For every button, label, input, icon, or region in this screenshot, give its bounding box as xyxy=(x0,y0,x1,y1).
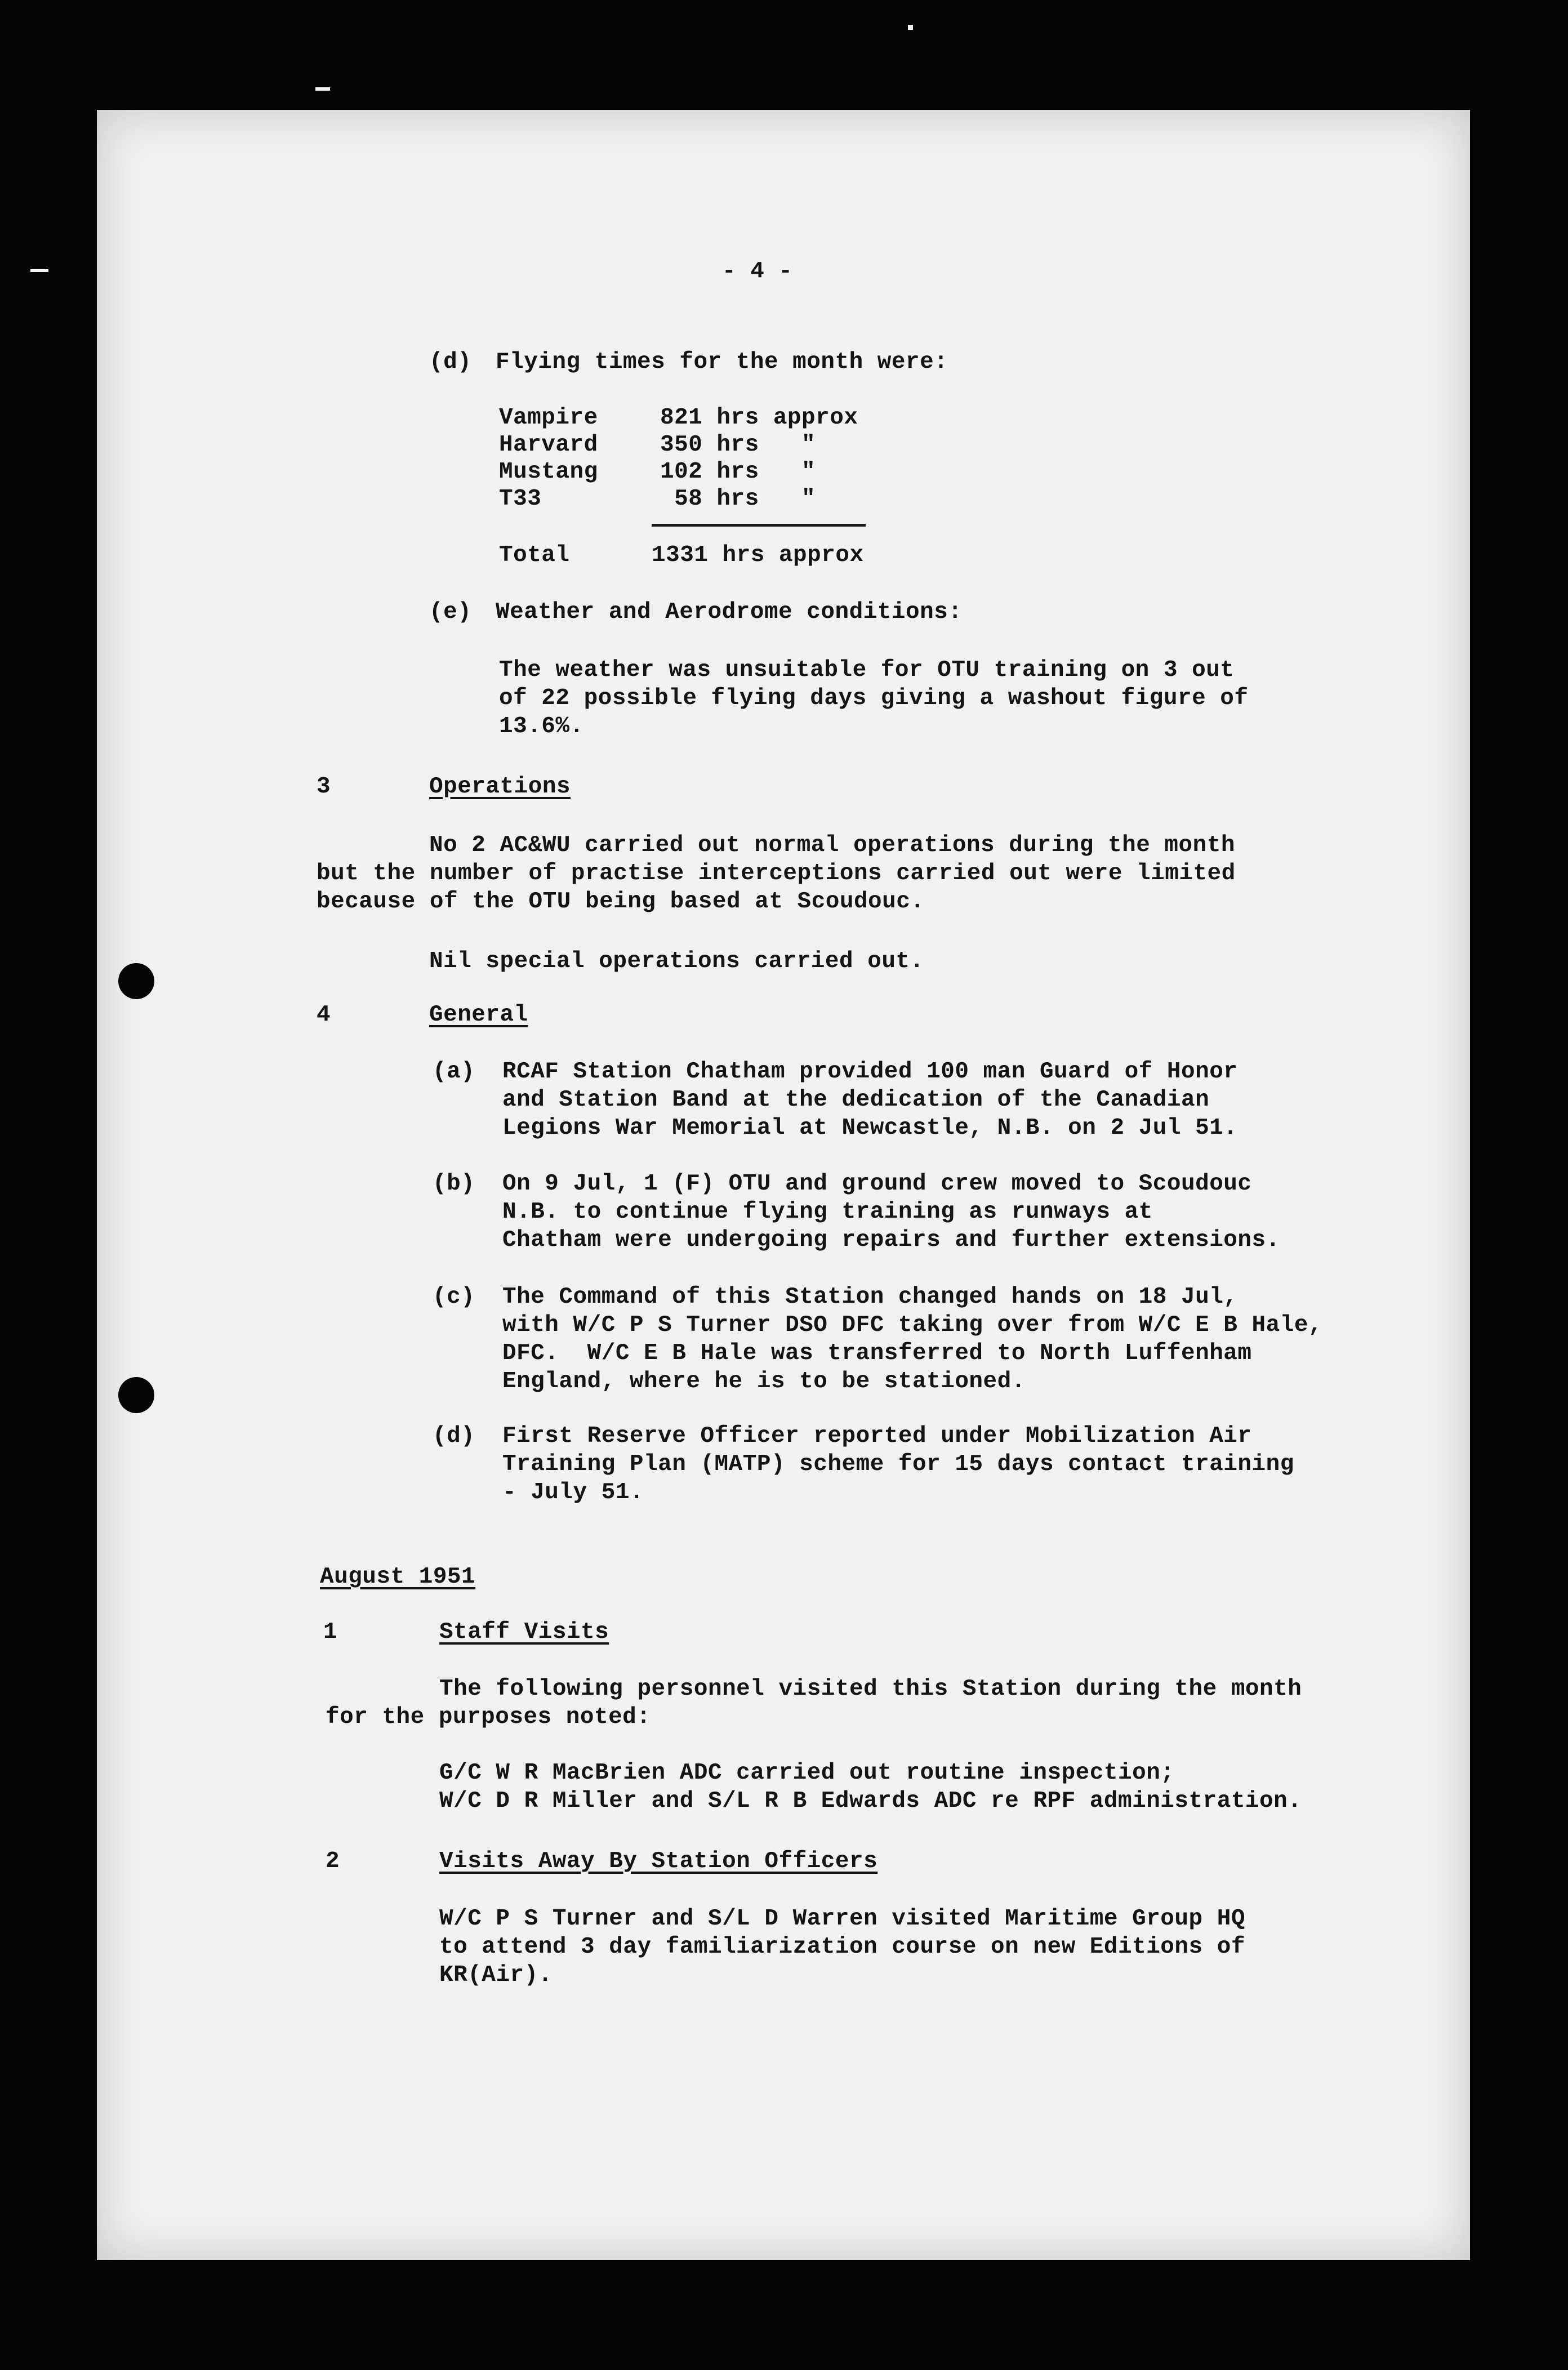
body-line: KR(Air). xyxy=(439,1962,553,1988)
total-rule xyxy=(652,524,866,527)
body-line: Chatham were undergoing repairs and further extensions. xyxy=(502,1227,1280,1253)
total-label: Total xyxy=(499,542,570,568)
body-line: The weather was unsuitable for OTU training on 3 out xyxy=(499,657,1235,683)
body-line: N.B. to continue flying training as runways at xyxy=(502,1199,1153,1225)
body-line: for the purposes noted: xyxy=(326,1704,651,1730)
item-label: (c) xyxy=(433,1284,475,1310)
section-heading: Flying times for the month were: xyxy=(496,349,948,375)
body-line: and Station Band at the dedication of the Canadian xyxy=(502,1087,1210,1113)
body-line: The following personnel visited this Station during the month xyxy=(439,1676,1302,1702)
body-line: RCAF Station Chatham provided 100 man Guard of Honor xyxy=(502,1059,1238,1085)
section-number: 4 xyxy=(317,1002,331,1028)
aircraft-type: Vampire xyxy=(499,405,598,431)
section-number: 1 xyxy=(323,1619,338,1645)
page-number: - 4 - xyxy=(722,259,793,284)
film-speck xyxy=(315,87,330,91)
item-label: (d) xyxy=(429,349,472,375)
total-value: 1331 hrs approx xyxy=(652,542,864,568)
item-label: (b) xyxy=(433,1171,475,1197)
section-number: 3 xyxy=(317,774,331,800)
body-line: of 22 possible flying days giving a washout figure of xyxy=(499,685,1249,711)
body-line: - July 51. xyxy=(502,1480,644,1505)
visit-line: G/C W R MacBrien ADC carried out routine inspection; xyxy=(439,1760,1175,1786)
flying-hours: 821 hrs approx xyxy=(660,405,858,431)
item-label: (e) xyxy=(429,599,472,625)
flying-hours: 58 hrs " xyxy=(660,486,816,512)
body-line: England, where he is to be stationed. xyxy=(502,1369,1026,1395)
month-heading: August 1951 xyxy=(320,1564,476,1590)
body-line: but the number of practise interceptions carried out were limited xyxy=(317,861,1236,886)
film-speck xyxy=(30,269,48,272)
body-line: The Command of this Station changed hands on 18 Jul, xyxy=(502,1284,1238,1310)
document-page xyxy=(97,110,1470,2260)
body-line: 13.6%. xyxy=(499,714,584,739)
body-line: DFC. W/C E B Hale was transferred to North Luffenham xyxy=(502,1340,1252,1366)
section-number: 2 xyxy=(326,1848,340,1874)
item-label: (a) xyxy=(433,1059,475,1085)
punch-hole xyxy=(118,1377,154,1413)
aircraft-type: Harvard xyxy=(499,432,598,458)
section-heading: Visits Away By Station Officers xyxy=(439,1848,878,1874)
body-line: Training Plan (MATP) scheme for 15 days contact training xyxy=(502,1451,1294,1477)
body-line: Nil special operations carried out. xyxy=(429,948,924,974)
section-heading: Operations xyxy=(429,774,571,800)
flying-hours: 350 hrs " xyxy=(660,432,816,458)
section-heading: Staff Visits xyxy=(439,1619,609,1645)
body-line: W/C P S Turner and S/L D Warren visited Maritime Group HQ xyxy=(439,1906,1245,1932)
film-speck xyxy=(908,25,913,30)
body-line: with W/C P S Turner DSO DFC taking over from W/C E B Hale, xyxy=(502,1312,1323,1338)
punch-hole xyxy=(118,963,154,999)
body-line: because of the OTU being based at Scoudouc. xyxy=(317,889,925,915)
aircraft-type: Mustang xyxy=(499,459,598,485)
aircraft-type: T33 xyxy=(499,486,542,512)
item-label: (d) xyxy=(433,1423,475,1449)
body-line: First Reserve Officer reported under Mobilization Air xyxy=(502,1423,1252,1449)
body-line: Legions War Memorial at Newcastle, N.B. on 2 Jul 51. xyxy=(502,1115,1238,1141)
section-heading: General xyxy=(429,1002,528,1028)
flying-hours: 102 hrs " xyxy=(660,459,816,485)
body-line: On 9 Jul, 1 (F) OTU and ground crew moved to Scoudouc xyxy=(502,1171,1252,1197)
visit-line: W/C D R Miller and S/L R B Edwards ADC re RPF administration. xyxy=(439,1788,1302,1814)
body-line: No 2 AC&WU carried out normal operations during the month xyxy=(429,832,1235,858)
body-line: to attend 3 day familiarization course on new Editions of xyxy=(439,1934,1245,1960)
section-heading: Weather and Aerodrome conditions: xyxy=(496,599,963,625)
